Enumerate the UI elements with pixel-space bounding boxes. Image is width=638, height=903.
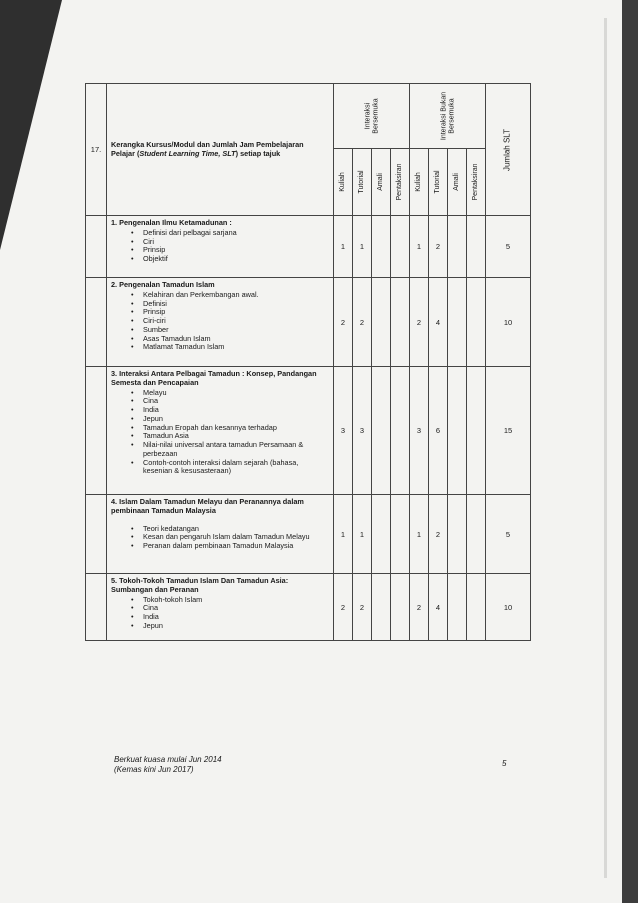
list-item: • Contoh-contoh interaksi dalam sejarah (bahasa, kesenian & kesusasteraan) bbox=[131, 459, 329, 477]
list-item: • Prinsip bbox=[131, 308, 329, 317]
value-cell bbox=[391, 574, 410, 641]
list-item: • Matlamat Tamadun Islam bbox=[131, 343, 329, 352]
value-cell: 1 bbox=[353, 495, 372, 574]
value-cell: 1 bbox=[353, 216, 372, 278]
scan-shadow-corner bbox=[0, 0, 62, 250]
value-cell: 2 bbox=[410, 278, 429, 367]
list-item: • Cina bbox=[131, 604, 329, 613]
page-number: 5 bbox=[502, 759, 507, 768]
subheader-amali: Amali bbox=[372, 149, 391, 216]
value-cell bbox=[391, 367, 410, 495]
list-item: • India bbox=[131, 613, 329, 622]
value-cell bbox=[448, 216, 467, 278]
topic-cell bbox=[107, 278, 334, 367]
topic-title: 5. Tokoh-Tokoh Tamadun Islam Dan Tamadun Asia: Sumbangan dan Peranan bbox=[111, 576, 289, 594]
topic-title: 1. Pengenalan Ilmu Ketamadunan : bbox=[111, 218, 232, 227]
footer-line: (Kemas kini Jun 2017) bbox=[114, 765, 194, 774]
value-cell bbox=[467, 367, 486, 495]
list-item: • Definisi dari pelbagai sarjana bbox=[131, 229, 329, 238]
list-item: • Jepun bbox=[131, 415, 329, 424]
list-item: • Definisi bbox=[131, 300, 329, 309]
subheader-tutorial: Tutorial bbox=[429, 149, 448, 216]
list-item: • Tamadun Asia bbox=[131, 432, 329, 441]
footer-note bbox=[114, 755, 222, 775]
slt-table bbox=[85, 83, 531, 641]
table-row bbox=[86, 216, 531, 278]
value-cell: 4 bbox=[429, 278, 448, 367]
total-cell: 10 bbox=[486, 278, 531, 367]
value-cell: 3 bbox=[410, 367, 429, 495]
table-row bbox=[86, 574, 531, 641]
value-cell: 6 bbox=[429, 367, 448, 495]
subheader-kuliah: Kuliah bbox=[334, 149, 353, 216]
value-cell bbox=[448, 278, 467, 367]
table-row bbox=[86, 278, 531, 367]
topic-title: 3. Interaksi Antara Pelbagai Tamadun : Konsep, Pandangan Semesta dan Pencapaian bbox=[111, 369, 317, 387]
value-cell bbox=[467, 574, 486, 641]
list-item: • Tamadun Eropah dan kesannya terhadap bbox=[131, 424, 329, 433]
value-cell bbox=[467, 495, 486, 574]
list-item: • Ciri bbox=[131, 238, 329, 247]
value-cell: 1 bbox=[334, 495, 353, 574]
value-cell: 1 bbox=[410, 216, 429, 278]
list-item: • Ciri-ciri bbox=[131, 317, 329, 326]
section-title: Kerangka Kursus/Modul dan Jumlah Jam Pembelajaran Pelajar (Student Learning Time, SLT) setiap tajuk bbox=[107, 84, 334, 216]
list-item: • Prinsip bbox=[131, 246, 329, 255]
value-cell: 4 bbox=[429, 574, 448, 641]
list-item: • Peranan dalam pembinaan Tamadun Malaysia bbox=[131, 542, 329, 551]
value-cell bbox=[467, 278, 486, 367]
subheader-pentaksiran: Pentaksiran bbox=[467, 149, 486, 216]
list-item: • Tokoh-tokoh Islam bbox=[131, 596, 329, 605]
value-cell: 1 bbox=[334, 216, 353, 278]
value-cell bbox=[391, 216, 410, 278]
list-item: • Teori kedatangan bbox=[131, 525, 329, 534]
value-cell: 2 bbox=[334, 278, 353, 367]
topic-cell bbox=[107, 367, 334, 495]
value-cell bbox=[372, 278, 391, 367]
list-item: • Sumber bbox=[131, 326, 329, 335]
value-cell: 2 bbox=[353, 574, 372, 641]
total-cell: 5 bbox=[486, 216, 531, 278]
subheader-amali: Amali bbox=[448, 149, 467, 216]
list-item: • Objektif bbox=[131, 255, 329, 264]
list-item: • Jepun bbox=[131, 622, 329, 631]
value-cell bbox=[391, 278, 410, 367]
value-cell: 3 bbox=[334, 367, 353, 495]
page-edge bbox=[604, 18, 607, 878]
subheader-pentaksiran: Pentaksiran bbox=[391, 149, 410, 216]
list-item: • Kelahiran dan Perkembangan awal. bbox=[131, 291, 329, 300]
value-cell bbox=[448, 495, 467, 574]
topic-cell bbox=[107, 216, 334, 278]
list-item: • Asas Tamadun Islam bbox=[131, 335, 329, 344]
subheader-kuliah: Kuliah bbox=[410, 149, 429, 216]
value-cell bbox=[372, 367, 391, 495]
value-cell: 2 bbox=[429, 216, 448, 278]
value-cell: 2 bbox=[353, 278, 372, 367]
total-cell: 5 bbox=[486, 495, 531, 574]
table-row bbox=[86, 495, 531, 574]
topic-cell bbox=[107, 574, 334, 641]
list-item: • India bbox=[131, 406, 329, 415]
list-item: • Cina bbox=[131, 397, 329, 406]
list-item: • Kesan dan pengaruh Islam dalam Tamadun Melayu bbox=[131, 533, 329, 542]
table-row bbox=[86, 367, 531, 495]
footer-line: Berkuat kuasa mulai Jun 2014 bbox=[114, 755, 222, 764]
list-item: • Melayu bbox=[131, 389, 329, 398]
value-cell bbox=[372, 495, 391, 574]
value-cell bbox=[391, 495, 410, 574]
value-cell bbox=[467, 216, 486, 278]
value-cell bbox=[372, 574, 391, 641]
total-cell: 15 bbox=[486, 367, 531, 495]
list-item: • Nilai-nilai universal antara tamadun Persamaan & perbezaan bbox=[131, 441, 329, 459]
group-header-bersemuka: Interaksi Bersemuka bbox=[334, 84, 410, 149]
value-cell: 2 bbox=[410, 574, 429, 641]
topic-title: 4. Islam Dalam Tamadun Melayu dan Peranannya dalam pembinaan Tamadun Malaysia bbox=[111, 497, 304, 515]
value-cell bbox=[448, 574, 467, 641]
value-cell: 2 bbox=[429, 495, 448, 574]
total-cell: 10 bbox=[486, 574, 531, 641]
header-jumlah-slt: Jumlah SLT bbox=[486, 84, 531, 216]
value-cell bbox=[372, 216, 391, 278]
subheader-tutorial: Tutorial bbox=[353, 149, 372, 216]
group-header-bukan-bersemuka: Interaksi Bukan Bersemuka bbox=[410, 84, 486, 149]
section-number: 17. bbox=[86, 84, 107, 216]
value-cell: 2 bbox=[334, 574, 353, 641]
value-cell: 3 bbox=[353, 367, 372, 495]
value-cell bbox=[448, 367, 467, 495]
topic-cell bbox=[107, 495, 334, 574]
value-cell: 1 bbox=[410, 495, 429, 574]
topic-title: 2. Pengenalan Tamadun Islam bbox=[111, 280, 215, 289]
